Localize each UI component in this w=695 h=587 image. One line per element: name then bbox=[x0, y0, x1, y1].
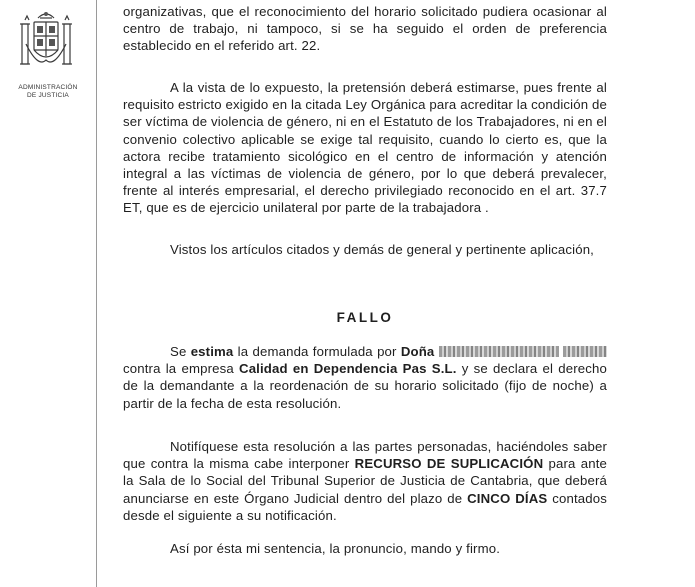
fallo-heading: FALLO bbox=[336, 310, 394, 325]
margin-rule bbox=[96, 0, 97, 587]
ruling-bold-company: Calidad en Dependencia Pas S.L. bbox=[239, 361, 457, 377]
ruling-text-1: Se bbox=[170, 344, 191, 359]
letterhead-line-1: ADMINISTRACIÓN bbox=[18, 84, 78, 91]
closing-paragraph: Así por ésta mi sentencia, la pronuncio, mando y firmo. bbox=[170, 541, 501, 556]
paragraph-1: organizativas, que el reconocimiento del horario solicitado pudiera ocasionar al centro de trabajo, ni tampoco, si se ha seguido el orden de preferencia establecido en el referido art. 22. bbox=[123, 4, 607, 54]
spain-coat-of-arms-icon bbox=[16, 8, 76, 84]
letterhead-label bbox=[8, 84, 88, 100]
notification-bold-dias: CINCO DÍAS bbox=[467, 490, 548, 506]
notification-text-3: contados desde el siguiente a su notificación. bbox=[123, 490, 607, 523]
redacted-name bbox=[439, 346, 559, 357]
redacted-surname bbox=[563, 346, 607, 357]
ruling-text-4: y se declara el derecho de la demandante a la reordenación de su horario solicitado (fijo de noche) a partir de la fecha de esta resolución. bbox=[123, 361, 607, 411]
ruling-text-3: contra la empresa bbox=[123, 361, 240, 377]
notification-text-1: Notifíquese esta resolución a las partes personadas, haciéndoles saber que contra la misma cabe interponer bbox=[123, 439, 607, 472]
notification-text-2: para ante la Sala de lo Social del Tribunal Superior de Justicia de Cantabria, que deberá anunciarse en este Órgano Judicial dentro del plazo de bbox=[123, 456, 607, 506]
ruling-bold-estima: estima bbox=[190, 344, 234, 359]
paragraph-2: A la vista de lo expuesto, la pretensión deberá estimarse, pues frente al requisito estricto exigido en la citada Ley Orgánica para acreditar la condición de ser víctima de violencia de género, ni en el Estatuto de los Trabajadores, ni en el convenio colectivo aplicable se exige tal requisito, cuando lo cierto es, que la actora recibe tratamiento sicológico en el centro de información y atención integral a las víctimas de violencia de género, por lo que deberá prevalecer, frente al interés empresarial, el derecho privilegiado reconocido en el art. 37.7 ET, que es de ejercicio unilateral por parte de la trabajadora . bbox=[123, 80, 607, 216]
ruling-text-2: la demanda formulada por bbox=[233, 344, 401, 359]
ruling-paragraph bbox=[123, 343, 607, 412]
notification-paragraph bbox=[123, 438, 607, 524]
paragraph-3: Vistos los artículos citados y demás de general y pertinente aplicación, bbox=[170, 242, 594, 257]
ruling-bold-dona: Doña bbox=[400, 344, 435, 359]
letterhead-line-2: DE JUSTICIA bbox=[27, 92, 69, 99]
notification-bold-recurso: RECURSO DE SUPLICACIÓN bbox=[354, 456, 544, 472]
